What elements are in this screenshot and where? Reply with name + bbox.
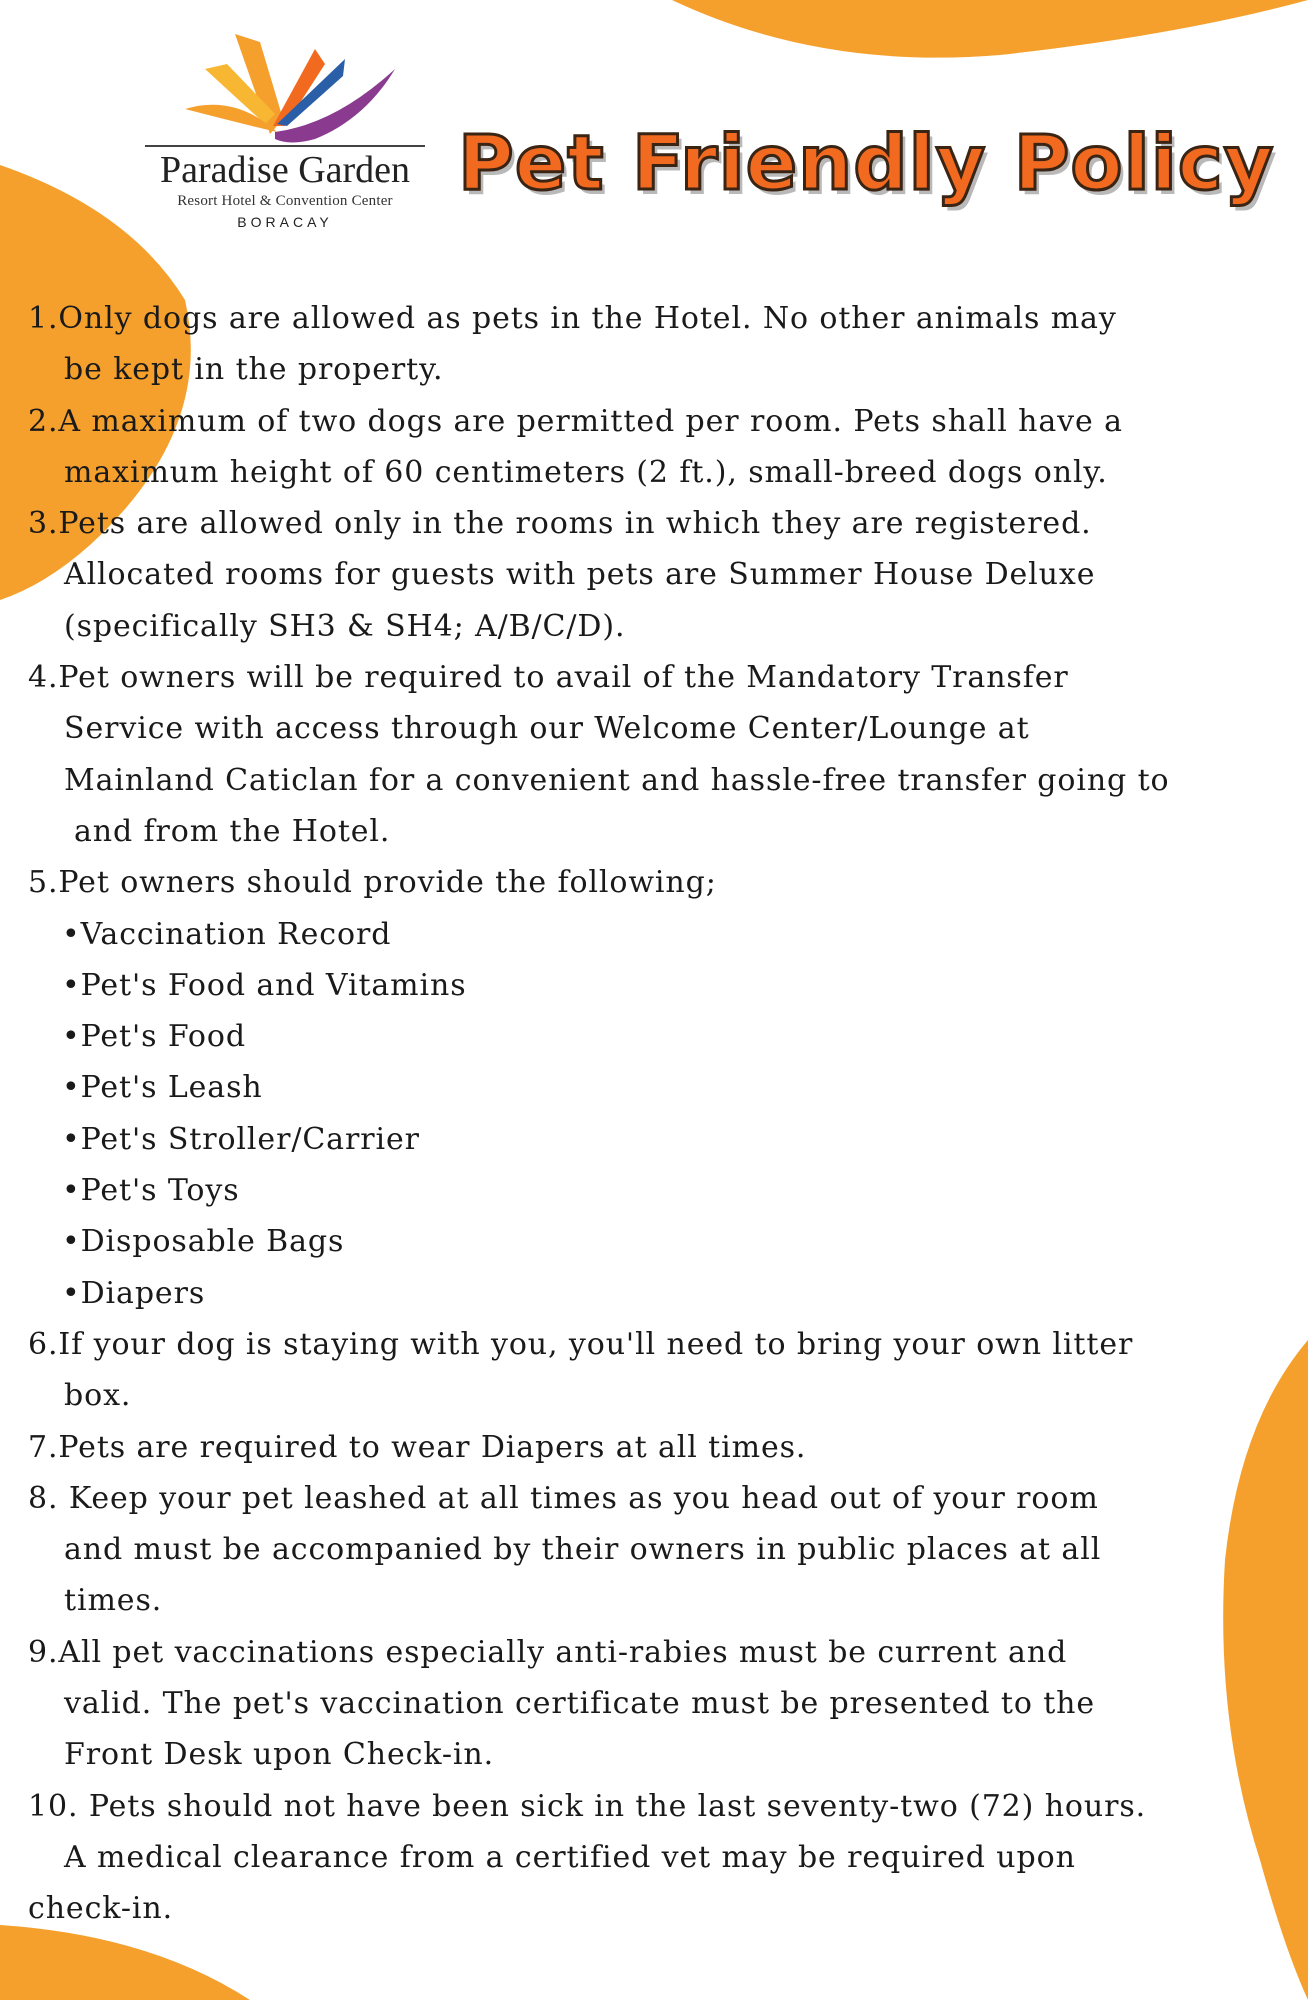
- top-right-orange-shape: [672, 0, 1308, 58]
- bullet-item: •Vaccination Record: [62, 916, 392, 952]
- policy-line: valid. The pet's vaccination certificate must be presented to the: [64, 1686, 1096, 1722]
- hotel-logo: [140, 14, 430, 236]
- policy-line: times.: [64, 1583, 163, 1619]
- policy-line: box.: [64, 1378, 132, 1414]
- bird-of-paradise-flower-icon: [165, 14, 405, 149]
- policy-item-2: [28, 396, 1278, 499]
- bullet-item: •Pet's Food and Vitamins: [62, 967, 467, 1003]
- bullet-item: •Diapers: [62, 1275, 206, 1311]
- policy-line: 3.Pets are allowed only in the rooms in which they are registered.: [28, 506, 1092, 542]
- bullet-item: •Pet's Leash: [62, 1070, 263, 1106]
- policy-line: 6.If your dog is staying with you, you'll need to bring your own litter: [28, 1326, 1134, 1362]
- policy-item-3: [28, 498, 1278, 652]
- bullet-item: •Pet's Toys: [62, 1173, 240, 1209]
- policy-line: maximum height of 60 centimeters (2 ft.), small-breed dogs only.: [64, 454, 1108, 490]
- bullet-item: •Disposable Bags: [62, 1224, 345, 1260]
- policy-item-5: [28, 857, 1278, 1319]
- policy-line: 10. Pets should not have been sick in the last seventy-two (72) hours.: [28, 1788, 1147, 1824]
- bullet-item: •Pet's Food: [62, 1019, 246, 1055]
- policy-item-10: [28, 1781, 1278, 1935]
- policy-item-4: [28, 652, 1278, 857]
- policy-line: 5.Pet owners should provide the following;: [28, 865, 717, 901]
- bullet-item: •Pet's Stroller/Carrier: [62, 1121, 420, 1157]
- policy-line: and must be accompanied by their owners in public places at all: [64, 1532, 1102, 1568]
- policy-line: 4.Pet owners will be required to avail of the Mandatory Transfer: [28, 660, 1069, 696]
- policy-item-7: [28, 1422, 1278, 1473]
- policy-line: Front Desk upon Check-in.: [64, 1737, 495, 1773]
- hotel-subtitle: Resort Hotel & Convention Center: [177, 193, 393, 209]
- page-title: Pet Friendly Policy: [458, 118, 1275, 207]
- policy-item-6: [28, 1319, 1278, 1422]
- hotel-location: BORACAY: [237, 214, 333, 230]
- policy-list: [28, 293, 1278, 1935]
- policy-line: 7.Pets are required to wear Diapers at all times.: [28, 1429, 807, 1465]
- hotel-name: Paradise Garden: [145, 145, 425, 189]
- policy-line: Allocated rooms for guests with pets are Summer House Deluxe: [64, 557, 1096, 593]
- policy-line: Service with access through our Welcome Center/Lounge at: [64, 711, 1030, 747]
- policy-item-1: [28, 293, 1278, 396]
- policy-line: A medical clearance from a certified vet may be required upon: [64, 1839, 1076, 1875]
- policy-line: be kept in the property.: [64, 352, 444, 388]
- bottom-left-orange-shape: [0, 1925, 250, 2000]
- policy-line: (specifically SH3 & SH4; A/B/C/D).: [64, 608, 626, 644]
- policy-line: Mainland Caticlan for a convenient and hassle-free transfer going to: [64, 762, 1170, 798]
- policy-line: check-in.: [28, 1891, 174, 1927]
- policy-line: 1.Only dogs are allowed as pets in the Hotel. No other animals may: [28, 301, 1117, 336]
- policy-item-8: [28, 1473, 1278, 1627]
- policy-line: 9.All pet vaccinations especially anti-rabies must be current and: [28, 1634, 1068, 1670]
- policy-item-9: [28, 1627, 1278, 1781]
- policy-line: 8. Keep your pet leashed at all times as you head out of your room: [28, 1480, 1099, 1516]
- policy-line: and from the Hotel.: [74, 813, 391, 849]
- policy-line: 2.A maximum of two dogs are permitted per room. Pets shall have a: [28, 403, 1123, 439]
